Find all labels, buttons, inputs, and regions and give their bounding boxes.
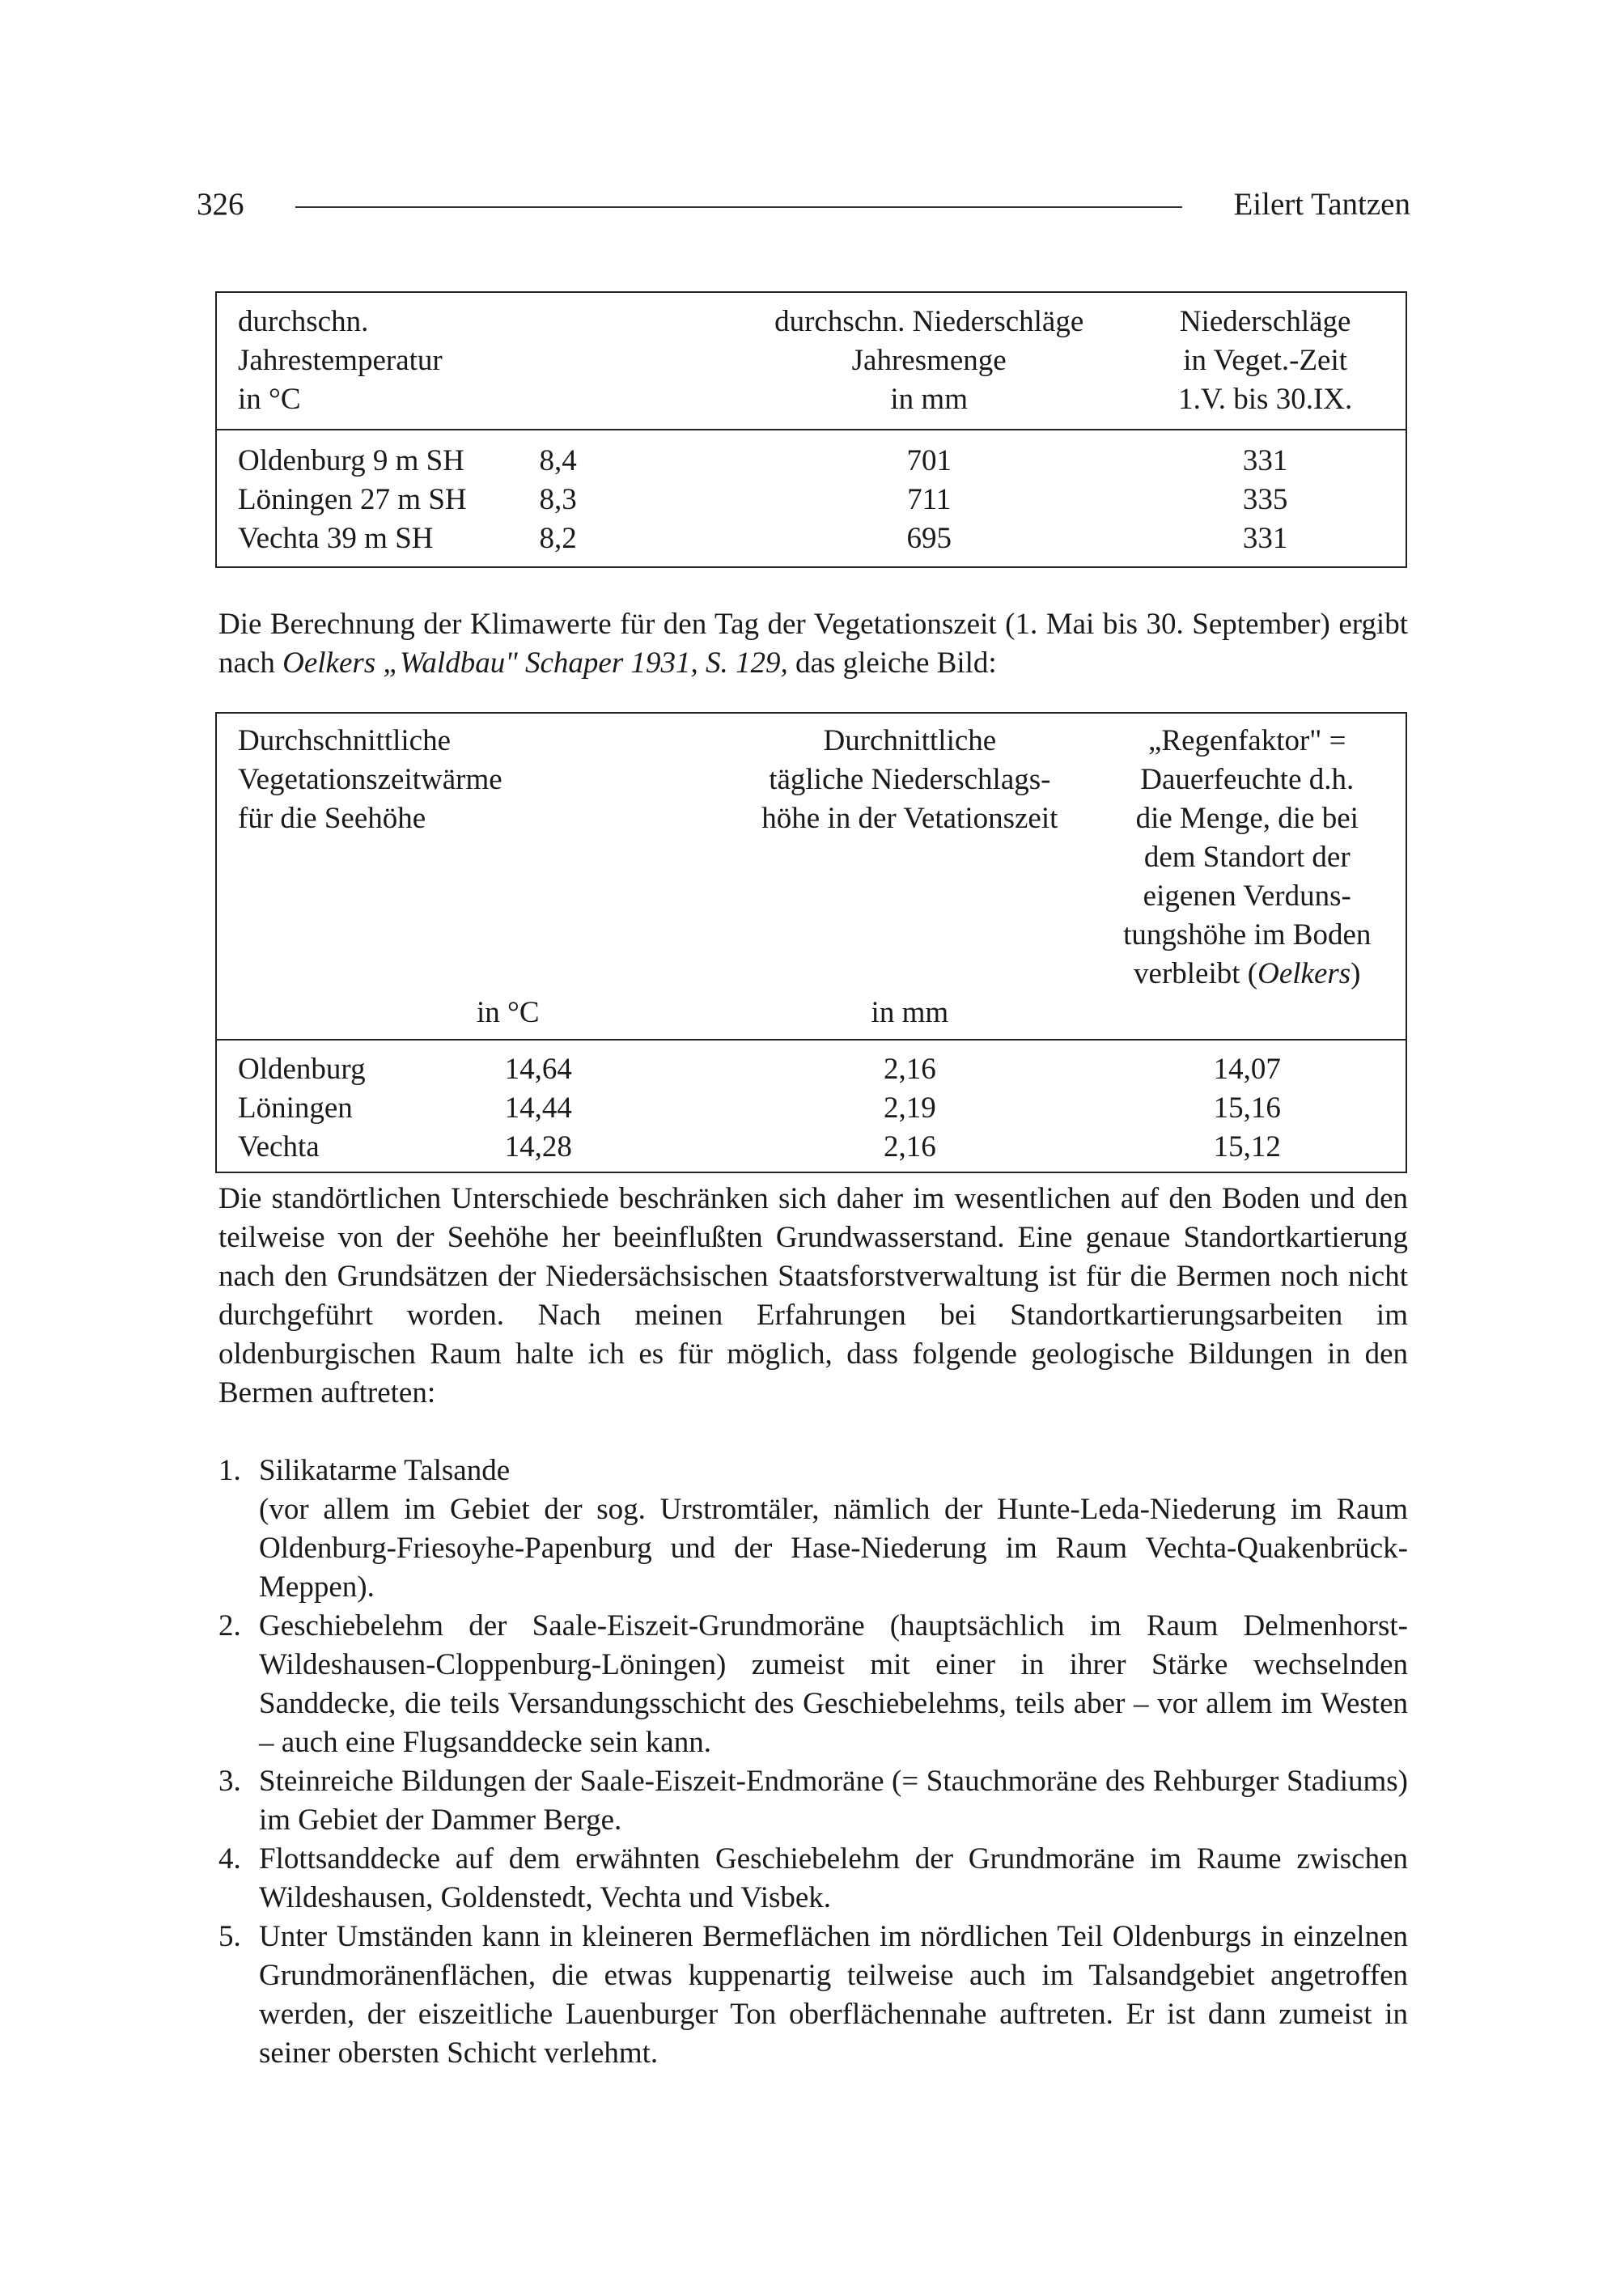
citation-oelkers: Oelkers „Waldbau" Schaper 1931, S. 129,: [282, 646, 788, 680]
list-item: [218, 1607, 1408, 1762]
temperature-cell: 8,3: [539, 483, 577, 516]
annual-precip-cell: 711: [907, 483, 952, 516]
list-text: Steinreiche Bildungen der Saale-Eiszeit-Endmoräne (= Stauchmoräne des Rehburger Stadiums) im Gebiet der Dammer Berge.: [259, 1765, 1408, 1837]
warmth-cell: 14,28: [504, 1130, 572, 1163]
season-precip-cell: 331: [1242, 522, 1288, 555]
header-daily-precipitation: [731, 713, 1088, 1040]
header-text: Durchnittliche tägliche Niederschlags- höhe in der Vetationszeit: [761, 724, 1058, 835]
header-spacer: [731, 838, 1088, 994]
season-precip-cell: 335: [1242, 483, 1288, 516]
header-mean-annual-precipitation: durchschn. Niederschläge Jahresmenge in mm: [733, 292, 1125, 430]
station-cell: Oldenburg 9 m SH: [238, 444, 464, 477]
daily-precip-cell: 2,16: [883, 1130, 936, 1163]
table-row: [216, 1128, 1406, 1172]
daily-precip-cell: 2,16: [883, 1053, 936, 1086]
table-row: [216, 430, 1406, 481]
header-mean-annual-temperature: durchschn. Jahrestemperatur in °C: [216, 292, 733, 430]
warmth-cell: 14,44: [504, 1091, 572, 1125]
paragraph-standorte: Die standörtlichen Unterschiede beschränken sich daher im wesentlichen auf den Boden und den teilweise von der Seehöhe her beeinflußten Grundwasserstand. Eine genaue Standortkartierung nach den Grundsätzen der Niedersächsischen Staatsforstverwaltung ist für die Bermen noch nicht durchgeführt worden. Nach meinen Erfahrungen bei Standortkartierungsarbeiten im oldenburgischen Raum halte ich es für möglich, dass folgende geologische Bildungen in den Bermen auftreten:: [218, 1182, 1408, 1409]
climate-table: [215, 291, 1407, 568]
header-text: Durchschnittliche Vegetationszeitwärme für die Seehöhe: [238, 724, 502, 835]
season-precip-cell: 331: [1242, 444, 1288, 477]
table-row: [216, 1089, 1406, 1128]
geology-list: [218, 1452, 1408, 2073]
list-number: 5.: [218, 1920, 241, 1953]
table-row: [216, 481, 1406, 519]
vegetation-climate-table: [215, 712, 1407, 1173]
station-cell: Oldenburg: [238, 1053, 366, 1086]
paragraph-klimawerte: [218, 605, 1408, 683]
station-cell: Vechta: [238, 1130, 320, 1163]
table-row: [216, 1040, 1406, 1089]
header-growing-season-precipitation: Niederschläge in Veget.-Zeit 1.V. bis 30.IX.: [1125, 292, 1406, 430]
header-rule: [295, 206, 1182, 208]
running-head-author: Eilert Tantzen: [1233, 187, 1410, 222]
list-number: 2.: [218, 1609, 241, 1642]
table-row: [216, 519, 1406, 567]
header-citation: Oelkers: [1257, 957, 1351, 990]
unit-label-temp: in °C: [477, 996, 540, 1029]
list-item: [218, 1762, 1408, 1840]
table-header-row: [216, 713, 1406, 1040]
list-text: Flottsanddecke auf dem erwähnten Geschiebelehm der Grundmoräne im Raume zwischen Wildeshausen, Goldenstedt, Vechta und Visbek.: [259, 1842, 1408, 1914]
unit-label-precip: in mm: [871, 996, 949, 1029]
header-spacer: [238, 838, 731, 994]
list-number: 3.: [218, 1765, 241, 1798]
header-rain-factor: [1089, 713, 1406, 1040]
list-item: [218, 1918, 1408, 2073]
paragraph-text: das gleiche Bild:: [787, 646, 997, 680]
station-cell: Löningen: [238, 1091, 353, 1125]
temperature-cell: 8,2: [539, 522, 577, 555]
header-text-close: ): [1351, 957, 1361, 990]
station-cell: Löningen 27 m SH: [238, 483, 467, 516]
paragraph-text: Die Berechnung der Klimawerte für den Tag der Vegetationszeit (1. Mai bis 30. September) ergibt nach: [218, 608, 1408, 680]
list-text: Unter Umständen kann in kleineren Bermeflächen im nördlichen Teil Oldenburgs in einzelnen Grundmoränenflächen, die etwas kuppenartig teilweise auch im Talsandgebiet angetroffen werden, der eiszeitliche Lauenburger Ton oberflächennahe auftreten. Er ist dann zumeist in seiner obersten Schicht verlehmt.: [259, 1920, 1408, 2070]
temperature-cell: 8,4: [539, 444, 577, 477]
header-text: „Regenfaktor" = Dauerfeuchte d.h. die Menge, die bei dem Standort der eigenen Verduns- tungshöhe im Boden verbleibt (: [1123, 724, 1372, 990]
list-text: Geschiebelehm der Saale-Eiszeit-Grundmoräne (hauptsächlich im Raum Delmenhorst-Wildeshausen-Cloppenburg-Löningen) zumeist mit einer in ihrer Stärke wechselnden Sanddecke, die teils Versandungsschicht des Geschiebelehms, teils aber – vor allem im Westen – auch eine Flugsanddecke sein kann.: [259, 1609, 1408, 1759]
page-number: 326: [197, 187, 244, 222]
rain-factor-cell: 15,12: [1213, 1130, 1281, 1163]
annual-precip-cell: 701: [906, 444, 952, 477]
list-number: 1.: [218, 1454, 241, 1487]
list-item: [218, 1840, 1408, 1918]
station-cell: Vechta 39 m SH: [238, 522, 434, 555]
daily-precip-cell: 2,19: [883, 1091, 936, 1125]
list-number: 4.: [218, 1842, 241, 1876]
table-header-row: [216, 292, 1406, 430]
rain-factor-cell: 14,07: [1213, 1053, 1281, 1086]
running-header: [197, 182, 1410, 231]
warmth-cell: 14,64: [504, 1053, 572, 1086]
annual-precip-cell: 695: [906, 522, 952, 555]
list-text: Silikatarme Talsande (vor allem im Gebiet der sog. Urstromtäler, nämlich der Hunte-Leda-Niederung im Raum Oldenburg-Friesoyhe-Papenburg und der Hase-Niederung im Raum Vechta-Quakenbrück-Meppen).: [259, 1454, 1408, 1604]
rain-factor-cell: 15,16: [1213, 1091, 1281, 1125]
list-item: [218, 1452, 1408, 1607]
header-vegetation-warmth: [216, 713, 731, 1040]
